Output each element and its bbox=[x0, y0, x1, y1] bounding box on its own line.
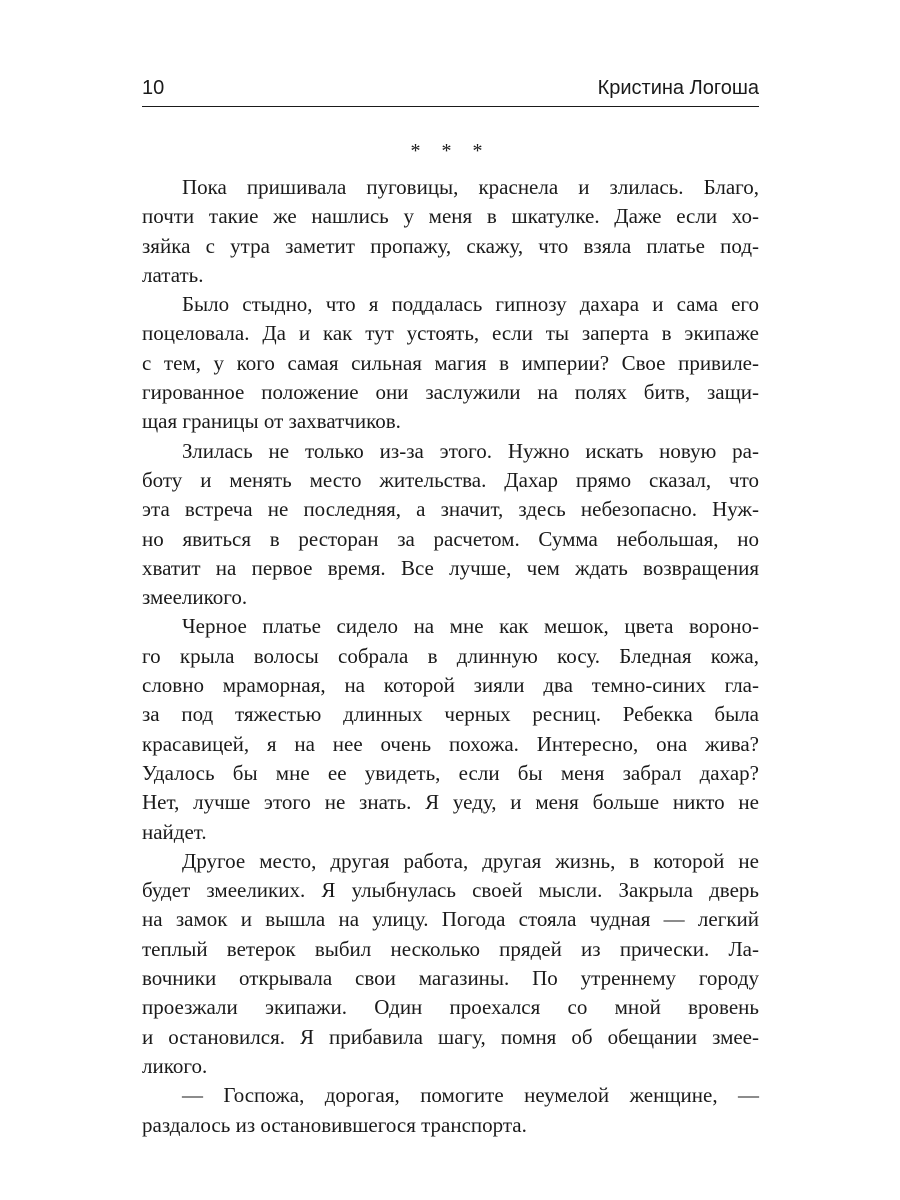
text-line: го крыла волосы собрала в длинную косу. Бледная кожа, bbox=[142, 643, 759, 668]
text-line: поцеловала. Да и как тут устоять, если ты заперта в экипаже bbox=[142, 321, 759, 346]
text-line: ликого. bbox=[142, 1053, 208, 1078]
text-line: — Госпожа, дорогая, помогите неумелой женщине, — bbox=[182, 1083, 759, 1108]
text-line: латать. bbox=[142, 262, 204, 287]
paragraph bbox=[142, 847, 759, 1081]
text-line: эта встреча не последняя, а значит, здесь небезопасно. Нуж- bbox=[142, 497, 759, 522]
text-line: будет змееликих. Я улыбнулась своей мысли. Закрыла дверь bbox=[142, 878, 759, 903]
text-line: гированное положение они заслужили на полях битв, защи- bbox=[142, 380, 759, 405]
text-line: Пока пришивала пуговицы, краснела и злилась. Благо, bbox=[182, 175, 759, 199]
text-line: проезжали экипажи. Один проехался со мной вровень bbox=[142, 995, 759, 1020]
running-head-author: Кристина Логоша bbox=[597, 77, 759, 99]
paragraph bbox=[142, 173, 759, 290]
text-line: Черное платье сидело на мне как мешок, цвета вороно- bbox=[182, 614, 759, 639]
text-line: теплый ветерок выбил несколько прядей из прически. Ла- bbox=[142, 936, 759, 961]
text-line: найдет. bbox=[142, 819, 207, 844]
text-line: с тем, у кого самая сильная магия в империи? Свое привиле- bbox=[142, 350, 759, 375]
text-line: зяйка с утра заметит пропажу, скажу, что взяла платье под- bbox=[142, 233, 759, 258]
paragraph bbox=[142, 612, 759, 846]
page-header bbox=[142, 74, 759, 107]
page-number: 10 bbox=[142, 77, 165, 99]
body-text bbox=[142, 173, 759, 1140]
text-line: Злилась не только из-за этого. Нужно искать новую ра- bbox=[182, 438, 759, 463]
paragraph bbox=[142, 290, 759, 436]
text-line: боту и менять место жительства. Дахар прямо сказал, что bbox=[142, 467, 759, 492]
text-line: змееликого. bbox=[142, 585, 248, 610]
text-line: но явиться в ресторан за расчетом. Сумма небольшая, но bbox=[142, 526, 759, 551]
text-line: красавицей, я на нее очень похожа. Интересно, она жива? bbox=[142, 731, 759, 756]
text-line: почти такие же нашлись у меня в шкатулке. Даже если хо- bbox=[142, 204, 759, 229]
paragraph bbox=[142, 437, 759, 613]
text-line: и остановился. Я прибавила шагу, помня об обещании змее- bbox=[142, 1024, 759, 1049]
text-line: Нет, лучше этого не знать. Я уеду, и меня больше никто не bbox=[142, 790, 759, 815]
text-line: раздалось из остановившегося транспорта. bbox=[142, 1112, 527, 1137]
paragraph bbox=[142, 1081, 759, 1140]
book-page bbox=[142, 0, 759, 1200]
text-line: за под тяжестью длинных черных ресниц. Ребекка была bbox=[142, 702, 759, 727]
text-line: вочники открывала свои магазины. По утреннему городу bbox=[142, 966, 759, 991]
text-line: на замок и вышла на улицу. Погода стояла чудная — легкий bbox=[142, 907, 759, 932]
text-line: словно мраморная, на которой зияли два темно-синих гла- bbox=[142, 673, 759, 698]
text-line: щая границы от захватчиков. bbox=[142, 409, 401, 434]
text-line: Удалось бы мне ее увидеть, если бы меня забрал дахар? bbox=[142, 760, 759, 785]
text-line: хватит на первое время. Все лучше, чем ждать возвращения bbox=[142, 555, 759, 580]
scene-separator: * * * bbox=[410, 140, 491, 162]
text-line: Было стыдно, что я поддалась гипнозу дахара и сама его bbox=[182, 292, 759, 317]
text-line: Другое место, другая работа, другая жизнь, в которой не bbox=[182, 848, 759, 873]
